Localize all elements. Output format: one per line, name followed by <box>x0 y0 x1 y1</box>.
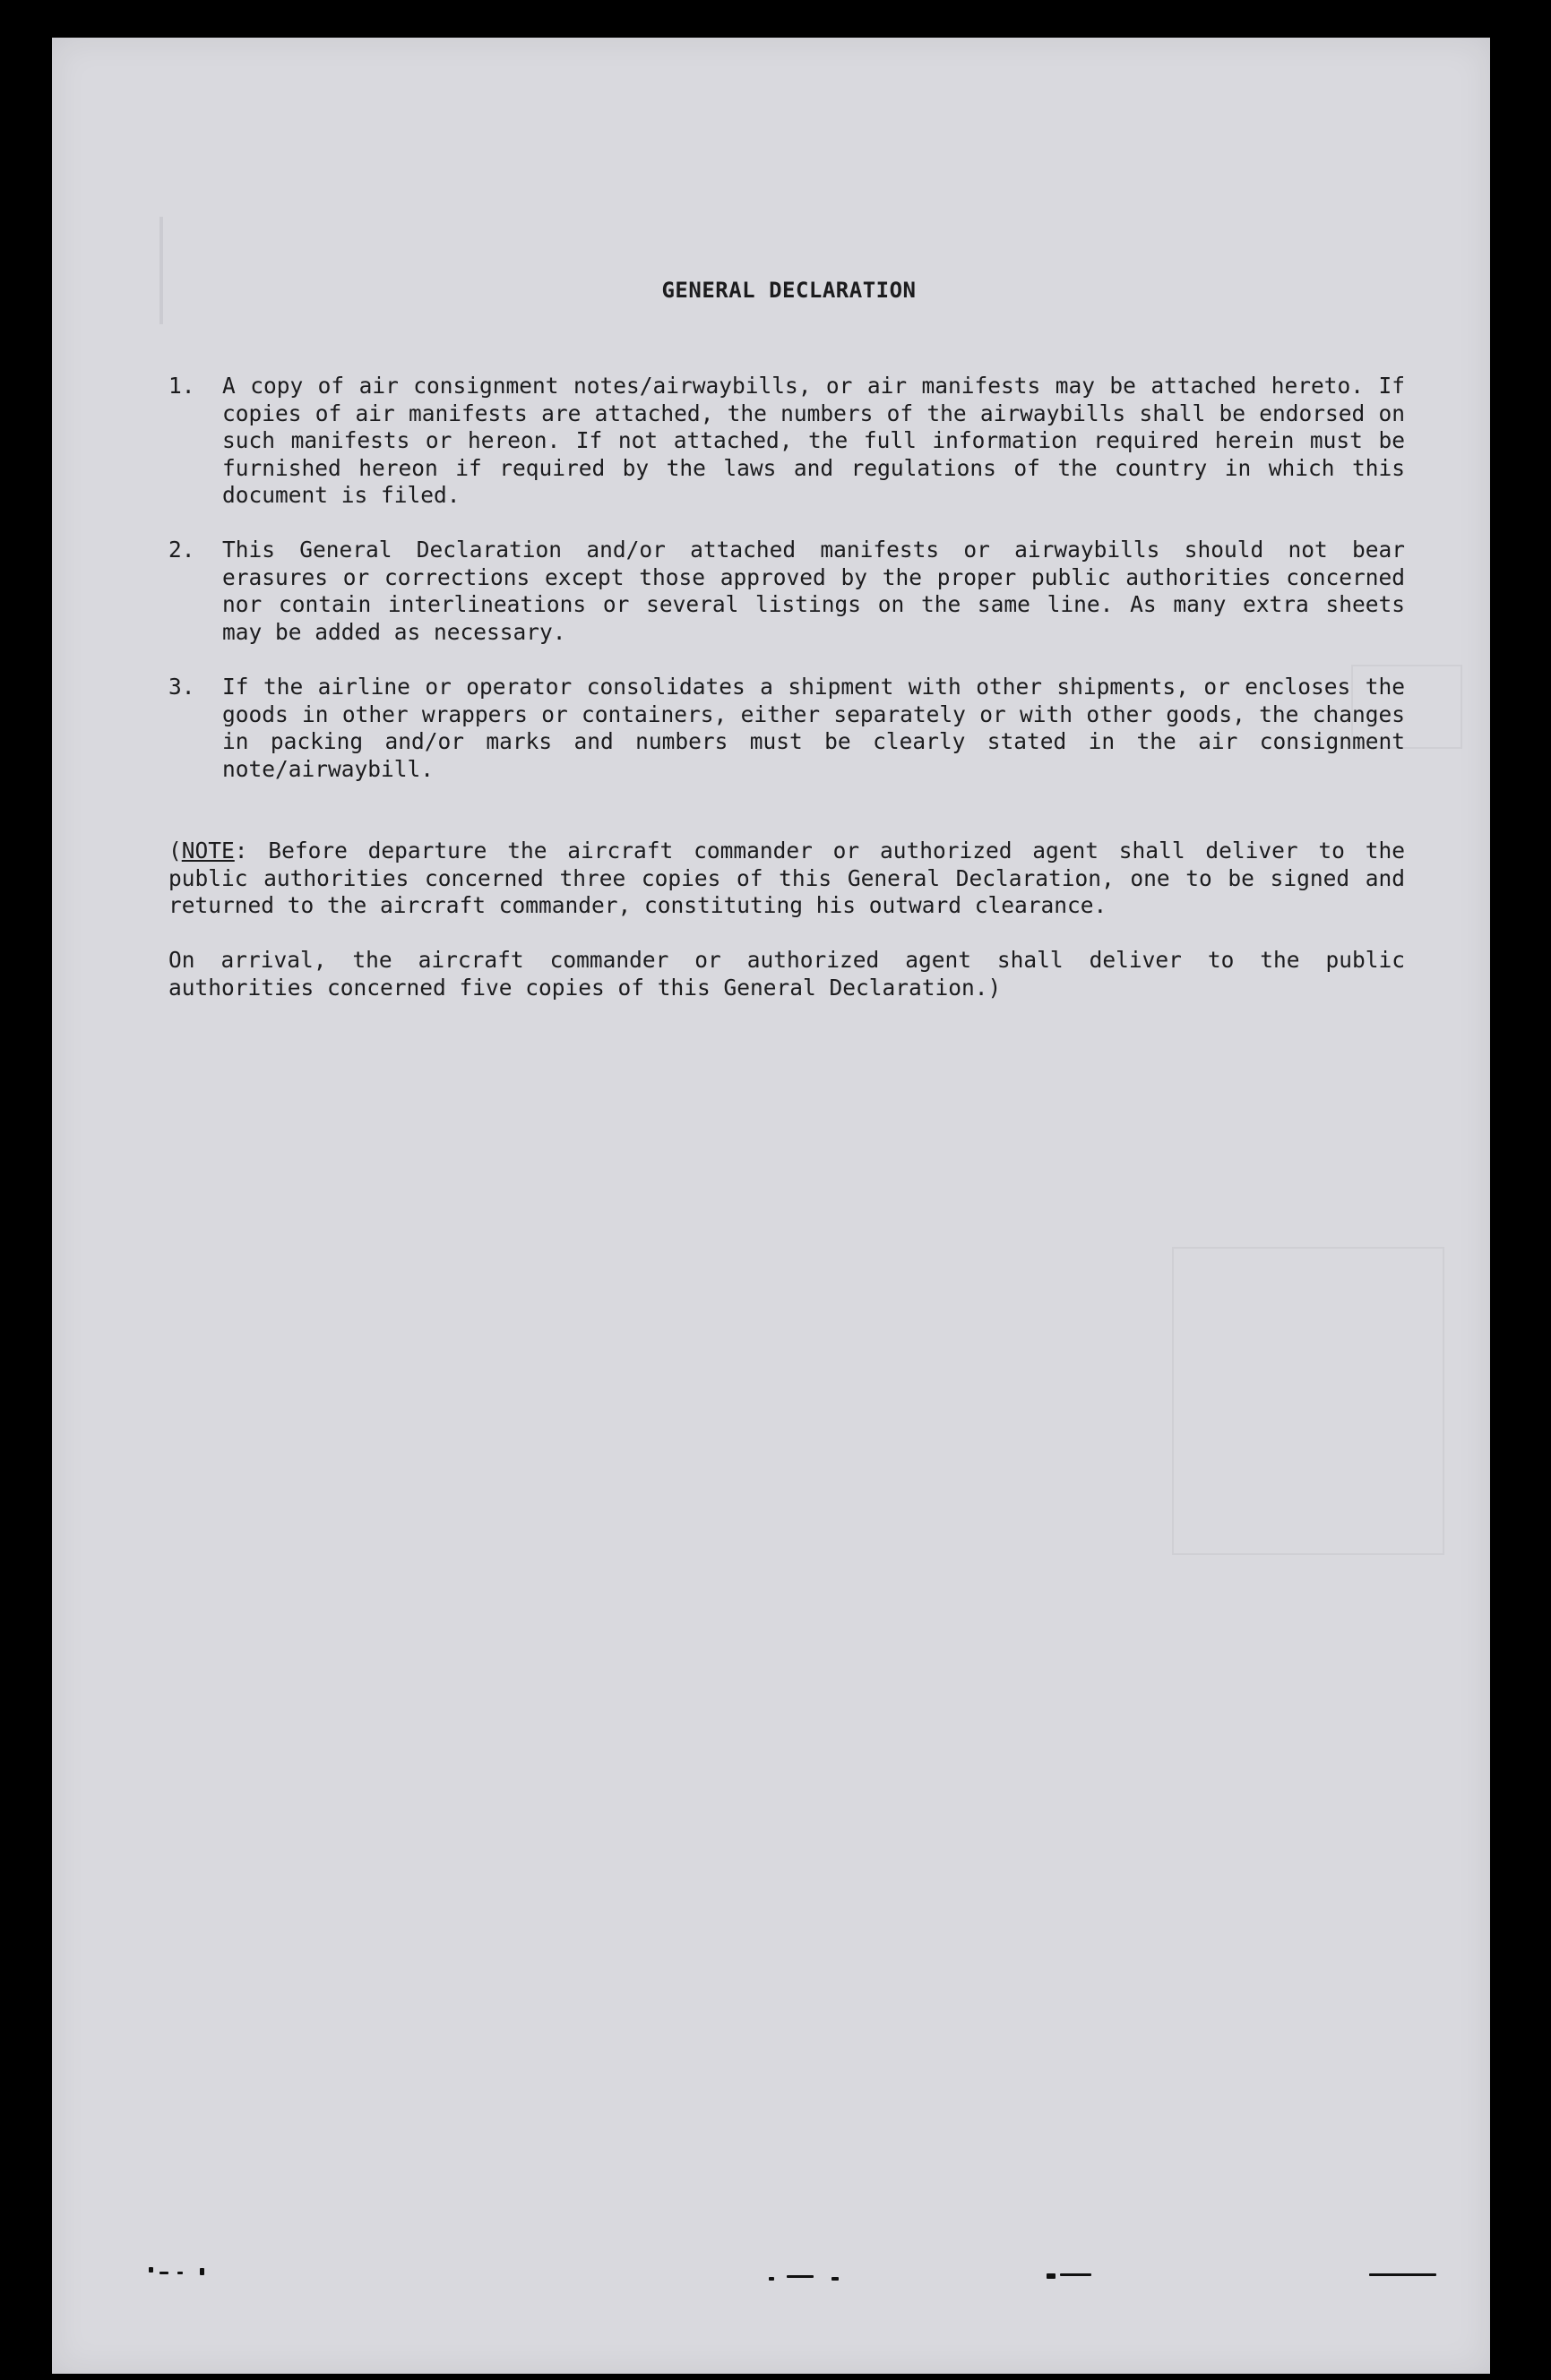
scan-speck <box>177 2272 183 2274</box>
item-number: 3. <box>168 674 195 700</box>
note-open-paren: ( <box>168 838 182 864</box>
scan-speck <box>200 2268 204 2275</box>
scan-speck <box>1047 2273 1056 2279</box>
scan-speck <box>832 2277 839 2281</box>
scan-speck <box>149 2267 153 2273</box>
document-title: GENERAL DECLARATION <box>661 278 917 303</box>
scan-speck <box>769 2277 774 2281</box>
document-page <box>52 38 1490 2374</box>
bleed-through-mark <box>1172 1247 1444 1555</box>
scan-speck <box>159 2272 168 2274</box>
note-label: NOTE <box>181 838 235 864</box>
item-number: 1. <box>168 373 195 399</box>
arrival-paragraph: On arrival, the aircraft commander or authorized agent shall deliver to the public authorities concerned five copies of this General Declaration.) <box>168 947 1405 1001</box>
item-text: A copy of air consignment notes/airwaybills, or air manifests may be attached hereto. If copies of air manifests are attached, the numbers of the airwaybills shall be endorsed on such manifests or hereon. If not attached, the full information required herein must be furnished hereon if required by the laws and regulations of the country in which this document is filed. <box>222 373 1405 508</box>
item-number: 2. <box>168 537 195 563</box>
note-text: : Before departure the aircraft commander or authorized agent shall deliver to the public authorities concerned three copies of this General Declaration, one to be signed and returned to the aircraft commander, constituting his outward clearance. <box>168 838 1405 918</box>
item-text: This General Declaration and/or attached manifests or airwaybills should not bear erasures or corrections except those approved by the proper public authorities concerned nor contain interlineations or several listings on the same line. As many extra sheets may be added as necessary. <box>222 537 1405 645</box>
item-text: If the airline or operator consolidates a shipment with other shipments, or encloses the goods in other wrappers or containers, either separately or with other goods, the changes in packing and/or marks and numbers must be clearly stated in the air consignment note/airwaybill. <box>222 674 1405 782</box>
note-paragraph <box>168 838 1405 920</box>
scan-speck <box>1369 2273 1436 2276</box>
scan-speck <box>1060 2273 1091 2276</box>
bleed-through-mark <box>159 217 199 324</box>
scan-speck <box>787 2275 814 2278</box>
